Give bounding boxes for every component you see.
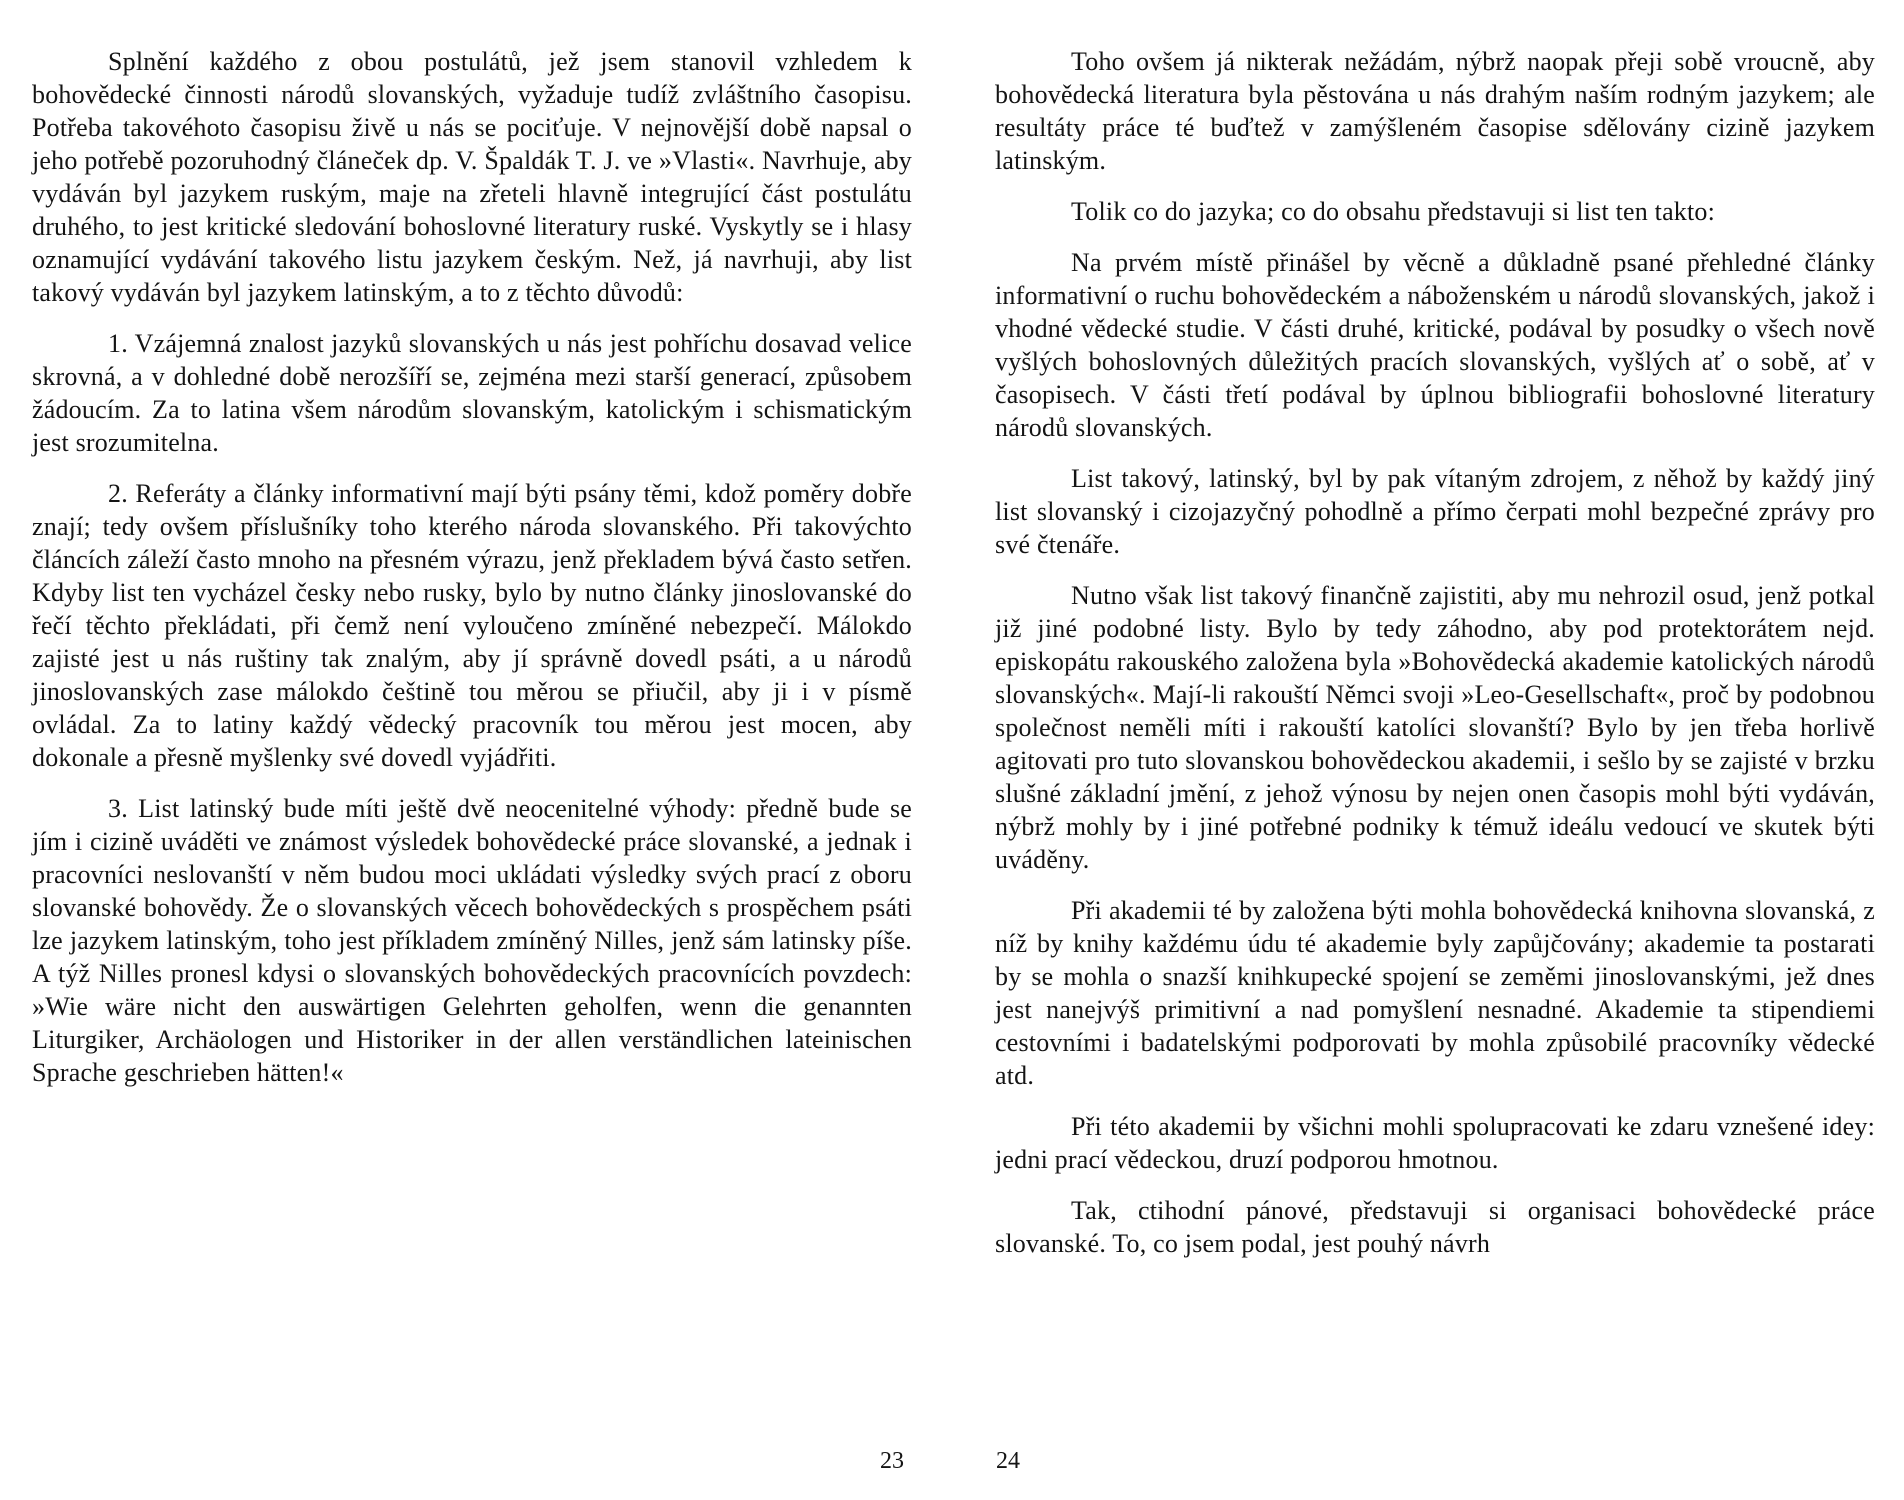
page-number-left: 23 [880,1448,904,1474]
paragraph: Tak, ctihodní pánové, představuji si organisaci bohovědecké práce slovanské. To, co jsem podal, jest pouhý návrh [995,1196,1875,1258]
paragraph-point-1: 1. Vzájemná znalost jazyků slovanských u nás jest pohříchu dosavad velice skrovná, a v dohledné době nerozšíří se, zejména mezi starší generací, způsobem žádoucím. Za to latina všem národům slovanským, katolickým i schismatickým jest srozumitelna. [32,329,912,457]
paragraph: Tolik co do jazyka; co do obsahu představuji si list ten takto: [1071,197,1716,226]
page-number-right: 24 [996,1448,1020,1474]
paragraph: Nutno však list takový finančně zajistiti, aby mu nehrozil osud, jenž potkal již jiné podobné listy. Bylo by tedy záhodno, aby pod protektorátem nejd. episkopátu rakouského založena byla »Bohovědecká akademie katolických národů slovanských«. Mají-li rakouští Němci svoji »Leo-Gesellschaft«, proč by podobnou společnost neměli míti i rakouští katolíci slovanští? Bylo by jen třeba horlivě agitovati pro tuto slovanskou bohovědeckou akademii, i sešlo by se zajisté v brzku slušné základní jmění, z jehož výnosu by nejen onen časopis mohl býti vydáván, nýbrž mohly by i jiné potřebné podniky k témuž ideálu vedoucí ve skutek býti uváděny. [995,581,1875,874]
paragraph: Při akademii té by založena býti mohla bohovědecká knihovna slovanská, z níž by knihy každému údu té akademie byly zapůjčovány; akademie ta postarati by se mohla o snazší knihkupecké spojení se zeměmi jinoslovanskými, jež dnes jest nanejvýš primitivní a nad pomyšlení nesnadné. Akademie ta stipendiemi cestovními i badatelskými podporovati by mohla způsobilé pracovníky vědecké atd. [995,896,1875,1090]
left-page [32,45,912,1107]
paragraph: Při této akademii by všichni mohli spolupracovati ke zdaru vznešené idey: jedni prací vědeckou, druzí podporou hmotnou. [995,1112,1875,1174]
paragraph-point-3: 3. List latinský bude míti ještě dvě neocenitelné výhody: předně bude se jím i cizině uváděti ve známost výsledek bohovědecké práce slovanské, a jednak i pracovníci neslovanští v něm budou moci ukládati výsledky svých prací z oboru slovanské bohovědy. Že o slovanských věcech bohovědeckých s prospěchem psáti lze jazykem latinským, toho jest příkladem zmíněný Nilles, jenž sám latinsky píše. A týž Nilles pronesl kdysi o slovanských bohovědeckých pracovnících povzdech: »Wie wäre nicht den auswärtigen Gelehrten geholfen, wenn die genannten Liturgiker, Archäologen und Historiker in der allen verständlichen lateinischen Sprache geschrieben hätten!« [32,794,912,1087]
paragraph-point-2: 2. Referáty a články informativní mají býti psány těmi, kdož poměry dobře znají; tedy ovšem příslušníky toho kterého národa slovanského. Při takovýchto článcích záleží často mnoho na přesném výrazu, jenž překladem bývá často setřen. Kdyby list ten vycházel česky nebo rusky, bylo by nutno články jinoslovanské do řečí těchto překládati, při čemž není vyloučeno zmíněné nebezpečí. Málokdo zajisté jest u nás ruštiny tak znalým, aby jí správně dovedl psáti, a u národů jinoslovanských zase málokdo češtině tou měrou se přiučil, aby ji i v písmě ovládal. Za to latiny každý vědecký pracovník tou měrou jest mocen, aby dokonale a přesně myšlenky své dovedl vyjádřiti. [32,479,912,772]
paragraph: Toho ovšem já nikterak nežádám, nýbrž naopak přeji sobě vroucně, aby bohovědecká literatura byla pěstována u nás drahým naším rodným jazykem; ale resultáty práce té buďtež v zamýšleném časopise sdělovány cizině jazykem latinským. [995,47,1875,175]
paragraph: List takový, latinský, byl by pak vítaným zdrojem, z něhož by každý jiný list slovanský i cizojazyčný pohodlně a přímo čerpati mohl bezpečné zprávy pro své čtenáře. [995,464,1875,559]
right-page [995,45,1875,1278]
paragraph: Splnění každého z obou postulátů, jež jsem stanovil vzhledem k bohovědecké činnosti národů slovanských, vyžaduje tudíž zvláštního časopisu. Potřeba takovéhoto časopisu živě u nás se pociťuje. V nejnovější době napsal o jeho potřebě pozoruhodný článeček dp. V. Špaldák T. J. ve »Vlasti«. Navrhuje, aby vydáván byl jazykem ruským, maje na zřeteli hlavně integrující část postulátu druhého, to jest kritické sledování bohoslovné literatury ruské. Vyskytly se i hlasy oznamující vydávání takového listu jazykem českým. Než, já navrhuji, aby list takový vydáván byl jazykem latinským, a to z těchto důvodů: [32,47,912,307]
paragraph: Na prvém místě přinášel by věcně a důkladně psané přehledné články informativní o ruchu bohovědeckém a náboženském u národů slovanských, jakož i vhodné vědecké studie. V části druhé, kritické, podával by posudky o všech nově vyšlých bohoslovných důležitých pracích slovanských, vyšlých ať o sobě, ať v časopisech. V části třetí podával by úplnou bibliografii bohoslovné literatury národů slovanských. [995,248,1875,442]
